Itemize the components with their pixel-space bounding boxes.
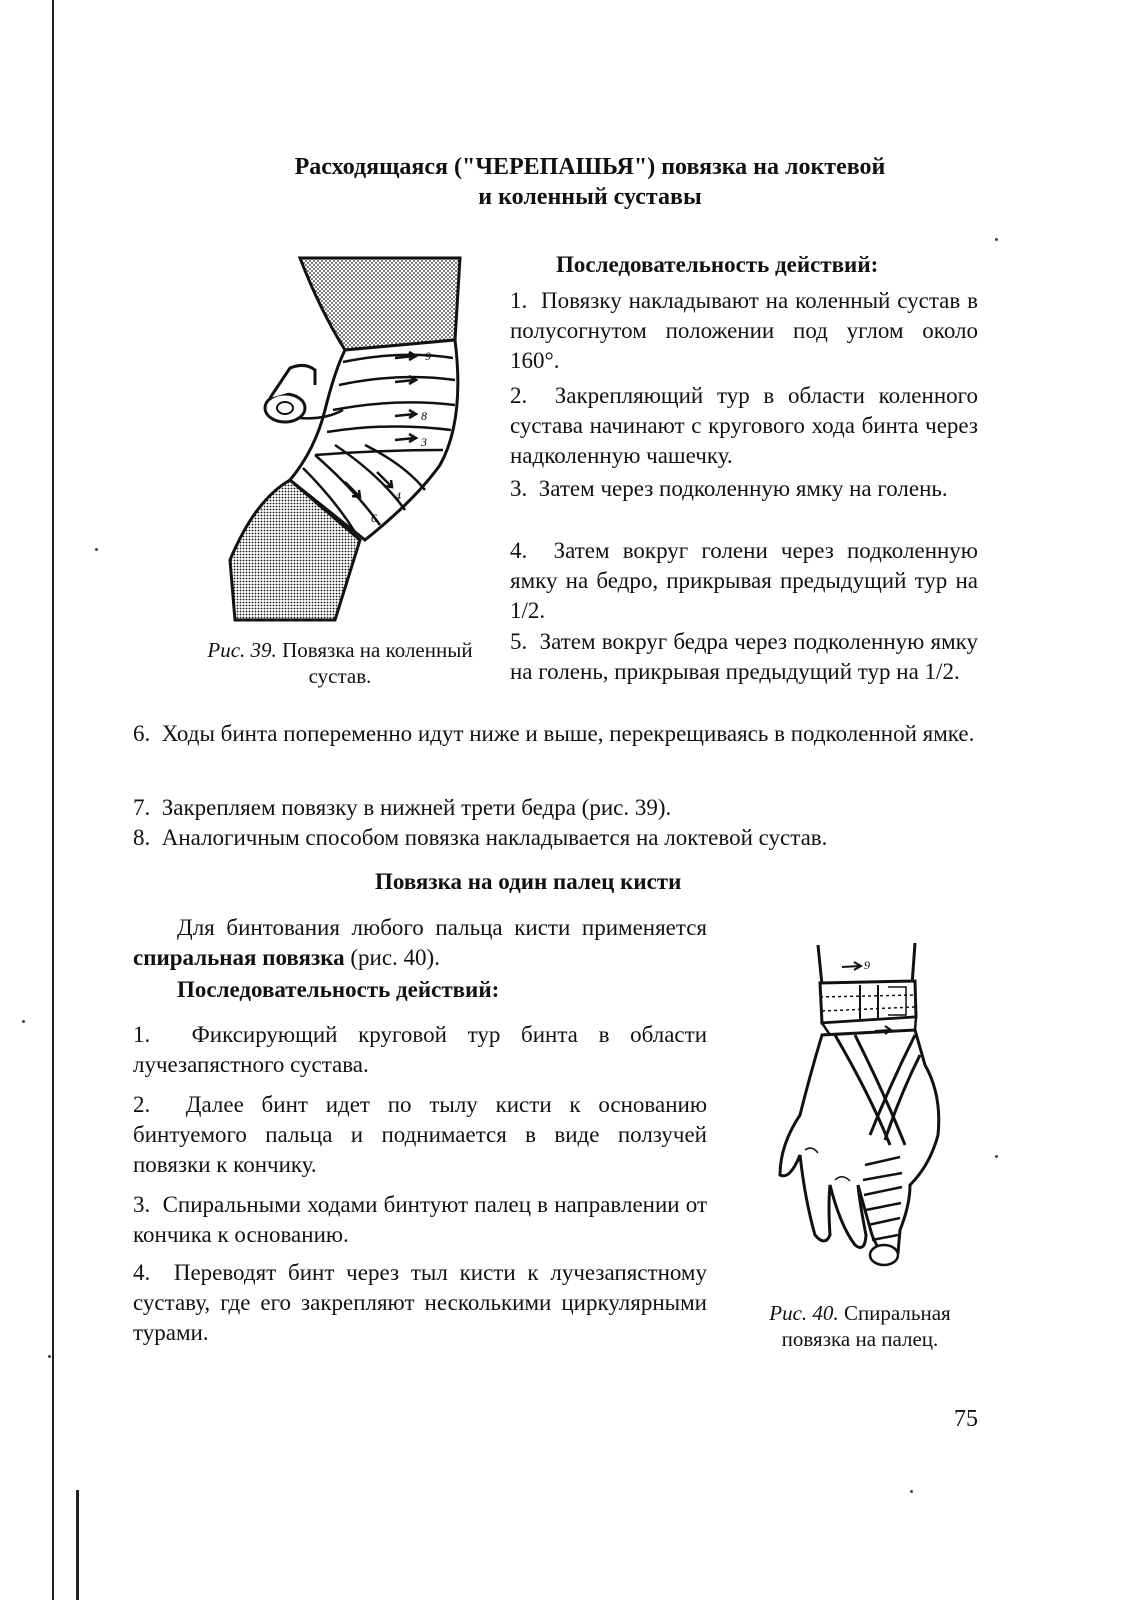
item-text: Ходы бинта попеременно идут ниже и выше, перекрещиваясь в подколенной ямке. xyxy=(161,721,975,746)
list-item-2 xyxy=(510,381,978,471)
item-text: Далее бинт идет по тылу кисти к основанию бинтуемого пальца и поднимается в виде ползучей повязки к кончику. xyxy=(133,1092,707,1177)
item-text: Закрепляющий тур в области коленного сустава начинают с кругового хода бинта через надколенную чашечку. xyxy=(510,383,978,468)
figure-40-caption xyxy=(740,1300,980,1352)
figure-39-knee-bandage xyxy=(215,250,465,630)
list-item-6 xyxy=(133,719,976,749)
section2-heading: Последовательность действий: xyxy=(177,977,500,1002)
fig40-caption-text: Спиральная повязка на палец. xyxy=(781,1301,951,1351)
finger-item-4 xyxy=(133,1258,707,1348)
intro-text: Для бинтования любого пальца кисти применяется xyxy=(177,915,707,940)
item-text: Переводят бинт через тыл кисти к лучезапястному суставу, где его закрепляют несколькими циркулярными турами. xyxy=(133,1260,707,1345)
list-item-8 xyxy=(133,823,976,853)
fig39-caption-text: Повязка на коленный сустав. xyxy=(282,638,473,688)
title-line-1: Расходящаяся ("ЧЕРЕПАШЬЯ") повязка на локтевой xyxy=(294,154,886,180)
list-item-5 xyxy=(510,627,978,687)
page-number: 75 xyxy=(954,1406,978,1432)
item-text: Затем вокруг бедра через подколенную ямку на голень, прикрывая предыдущий тур на 1/2. xyxy=(510,629,978,684)
binding-line xyxy=(52,0,54,1600)
item-text: Повязку накладывают на коленный сустав в полусогнутом положении под углом около 160°. xyxy=(510,288,978,373)
item-number: 6. xyxy=(133,721,151,746)
item-text: Аналогичным способом повязка накладывается на локтевой сустав. xyxy=(161,825,828,850)
speck xyxy=(995,238,998,241)
list-item-4 xyxy=(510,536,978,626)
speck xyxy=(22,1020,25,1023)
intro-ref: (рис. 40). xyxy=(350,945,440,970)
section1-heading: Последовательность действий: xyxy=(556,252,879,277)
list-item-7 xyxy=(133,793,976,823)
item-number: 2. xyxy=(133,1092,151,1117)
fig39-label-4: 4 xyxy=(395,489,401,503)
speck xyxy=(910,1490,913,1493)
fig39-label-3: 3 xyxy=(421,435,427,449)
section2-intro xyxy=(133,913,707,973)
fig39-label-8: 8 xyxy=(421,409,427,423)
fig39-caption-number: Рис. 39. xyxy=(207,638,277,662)
item-text: Закрепляем повязку в нижней трети бедра (рис. 39). xyxy=(161,795,672,820)
item-number: 8. xyxy=(133,825,151,850)
finger-item-1 xyxy=(133,1020,707,1080)
fig40-caption-number: Рис. 40. xyxy=(769,1301,839,1325)
page-title xyxy=(150,152,1030,212)
section2-title: Повязка на один палец кисти xyxy=(375,869,682,894)
item-text: Затем через подколенную ямку на голень. xyxy=(538,476,948,501)
item-text: Фиксирующий круговой тур бинта в области лучезапястного сустава. xyxy=(133,1022,708,1077)
figure-40-finger-bandage xyxy=(760,935,960,1290)
finger-item-3 xyxy=(133,1190,707,1250)
finger-item-2 xyxy=(133,1090,707,1180)
speck xyxy=(48,1355,51,1358)
speck xyxy=(995,1155,998,1158)
item-number: 4. xyxy=(510,538,528,563)
figure-39-caption xyxy=(200,637,480,689)
item-number: 2. xyxy=(510,383,528,408)
list-item-3 xyxy=(510,474,978,504)
item-text: Затем вокруг голени через подколенную ямку на бедро, прикрывая предыдущий тур на 1/2. xyxy=(510,538,978,623)
fig40-label-9: 9 xyxy=(864,958,870,972)
binding-line-lower xyxy=(76,1490,79,1600)
item-text: Спиральными ходами бинтуют палец в направлении от кончика к основанию. xyxy=(133,1192,708,1247)
fig39-label-6: 6 xyxy=(371,511,377,525)
item-number: 3. xyxy=(510,476,528,501)
fig39-label-9: 9 xyxy=(425,349,431,363)
item-number: 1. xyxy=(510,288,528,313)
item-number: 5. xyxy=(510,629,528,654)
speck xyxy=(95,548,98,551)
intro-bold: спиральная повязка xyxy=(133,945,345,970)
list-item-1 xyxy=(510,286,978,376)
title-line-2: и коленный суставы xyxy=(478,184,702,210)
item-number: 4. xyxy=(133,1260,151,1285)
item-number: 1. xyxy=(133,1022,151,1047)
item-number: 3. xyxy=(133,1192,151,1217)
item-number: 7. xyxy=(133,795,151,820)
